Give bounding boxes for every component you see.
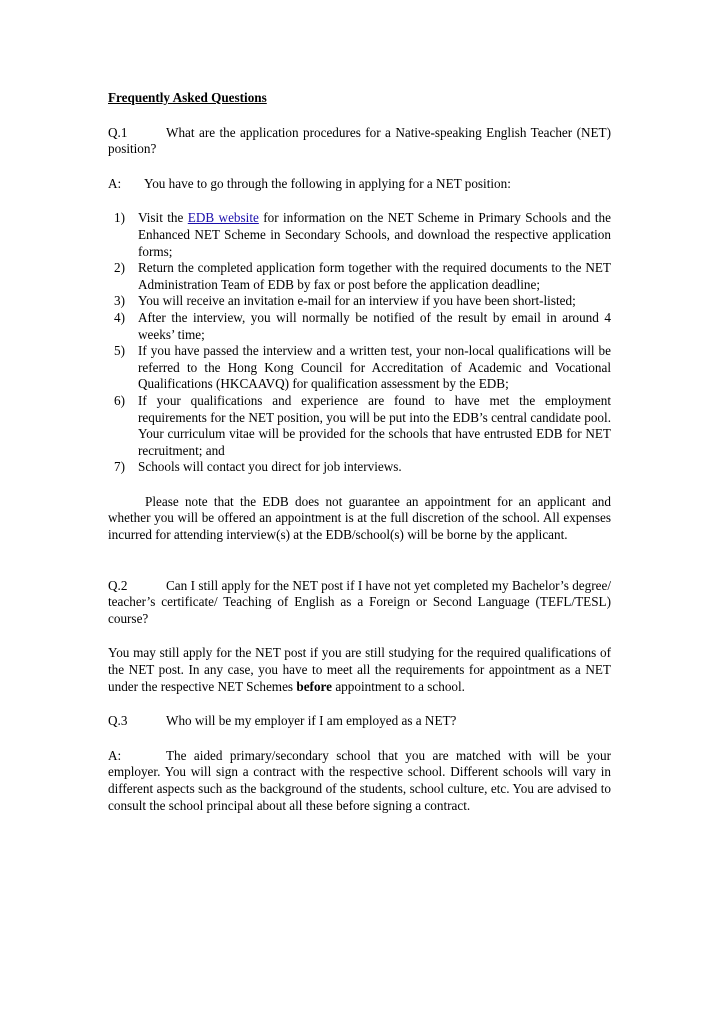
- answer-1-intro: [108, 176, 611, 193]
- list-item: [108, 459, 611, 476]
- question-3: [108, 713, 611, 730]
- list-item-number: 3): [114, 293, 125, 309]
- page-title: Frequently Asked Questions: [108, 90, 267, 105]
- question-3-text: Who will be my employer if I am employed as a NET?: [166, 713, 457, 729]
- list-item-number: 7): [114, 459, 125, 475]
- question-2-label: Q.2: [108, 577, 128, 593]
- list-item-number: 2): [114, 260, 125, 276]
- list-item: [108, 260, 611, 293]
- list-item: [108, 210, 611, 260]
- list-item-text: You will receive an invitation e-mail for an interview if you have been short-listed;: [138, 293, 576, 309]
- list-item: [108, 293, 611, 310]
- answer-3-label: A:: [108, 747, 122, 763]
- answer-2-text: You may still apply for the NET post if you are still studying for the required qualifications of the NET post. In any case, you have to meet all the requirements for appointment as a NET under the respective NET Schemes: [108, 645, 611, 694]
- list-item-number: 1): [114, 210, 125, 226]
- list-item: [108, 310, 611, 343]
- list-item-number: 5): [114, 343, 125, 359]
- list-item-text: Visit the: [138, 210, 188, 226]
- answer-2-emphasis: before: [296, 678, 333, 694]
- answer-2-text-end: appointment to a school.: [332, 678, 465, 694]
- answer-1-label: A:: [108, 175, 122, 191]
- question-1-text: What are the application procedures for a Native-speaking English Teacher (NET) position?: [108, 124, 611, 157]
- faq-document: [108, 90, 611, 814]
- question-1-label: Q.1: [108, 124, 128, 140]
- list-item: [108, 393, 611, 459]
- question-2-text: Can I still apply for the NET post if I have not yet completed my Bachelor’s degree/ teacher’s certificate/ Teaching of English as a Foreign or Second Language (TEFL/TESL) course?: [108, 577, 611, 626]
- answer-1-intro-text: You have to go through the following in applying for a NET position:: [144, 175, 511, 191]
- list-item-text: for information on the NET Scheme in Primary Schools and the Enhanced NET Scheme in Secondary Schools, and download the respective application forms;: [138, 210, 611, 259]
- question-1: [108, 125, 611, 158]
- answer-1-note: Please note that the EDB does not guarantee an appointment for an applicant and whether you will be offered an appointment is at the full discretion of the school. All expenses incurred for attending interview(s) at the EDB/school(s) will be borne by the applicant.: [108, 493, 611, 543]
- list-item-text: After the interview, you will normally be notified of the result by email in around 4 weeks’ time;: [138, 309, 611, 342]
- application-steps-list: [108, 210, 611, 476]
- list-item: [108, 343, 611, 393]
- list-item-text: If you have passed the interview and a written test, your non-local qualifications will be referred to the Hong Kong Council for Accreditation of Academic and Vocational Qualifications (HKCAAVQ) for qualification assessment by the EDB;: [138, 343, 611, 392]
- list-item-text: Schools will contact you direct for job interviews.: [138, 459, 402, 475]
- question-2: [108, 578, 611, 628]
- edb-website-link[interactable]: EDB website: [187, 210, 259, 226]
- answer-3-text: The aided primary/secondary school that you are matched with will be your employer. You will sign a contract with the respective school. Different schools will vary in different aspects such as the background of the students, school culture, etc. You are advised to consult the school principal about all these before signing a contract.: [108, 747, 611, 813]
- question-3-label: Q.3: [108, 713, 128, 729]
- list-item-number: 4): [114, 309, 125, 325]
- list-item-number: 6): [114, 392, 125, 408]
- list-item-text: Return the completed application form together with the required documents to the NET Administration Team of EDB by fax or post before the application deadline;: [138, 260, 611, 292]
- answer-2: [108, 645, 611, 695]
- answer-3: [108, 748, 611, 814]
- list-item-text: If your qualifications and experience are found to have met the employment requirements for the NET position, you will be put into the EDB’s central candidate pool. Your curriculum vitae will be provided for the schools that have entrusted EDB for NET recruitment; and: [138, 392, 611, 458]
